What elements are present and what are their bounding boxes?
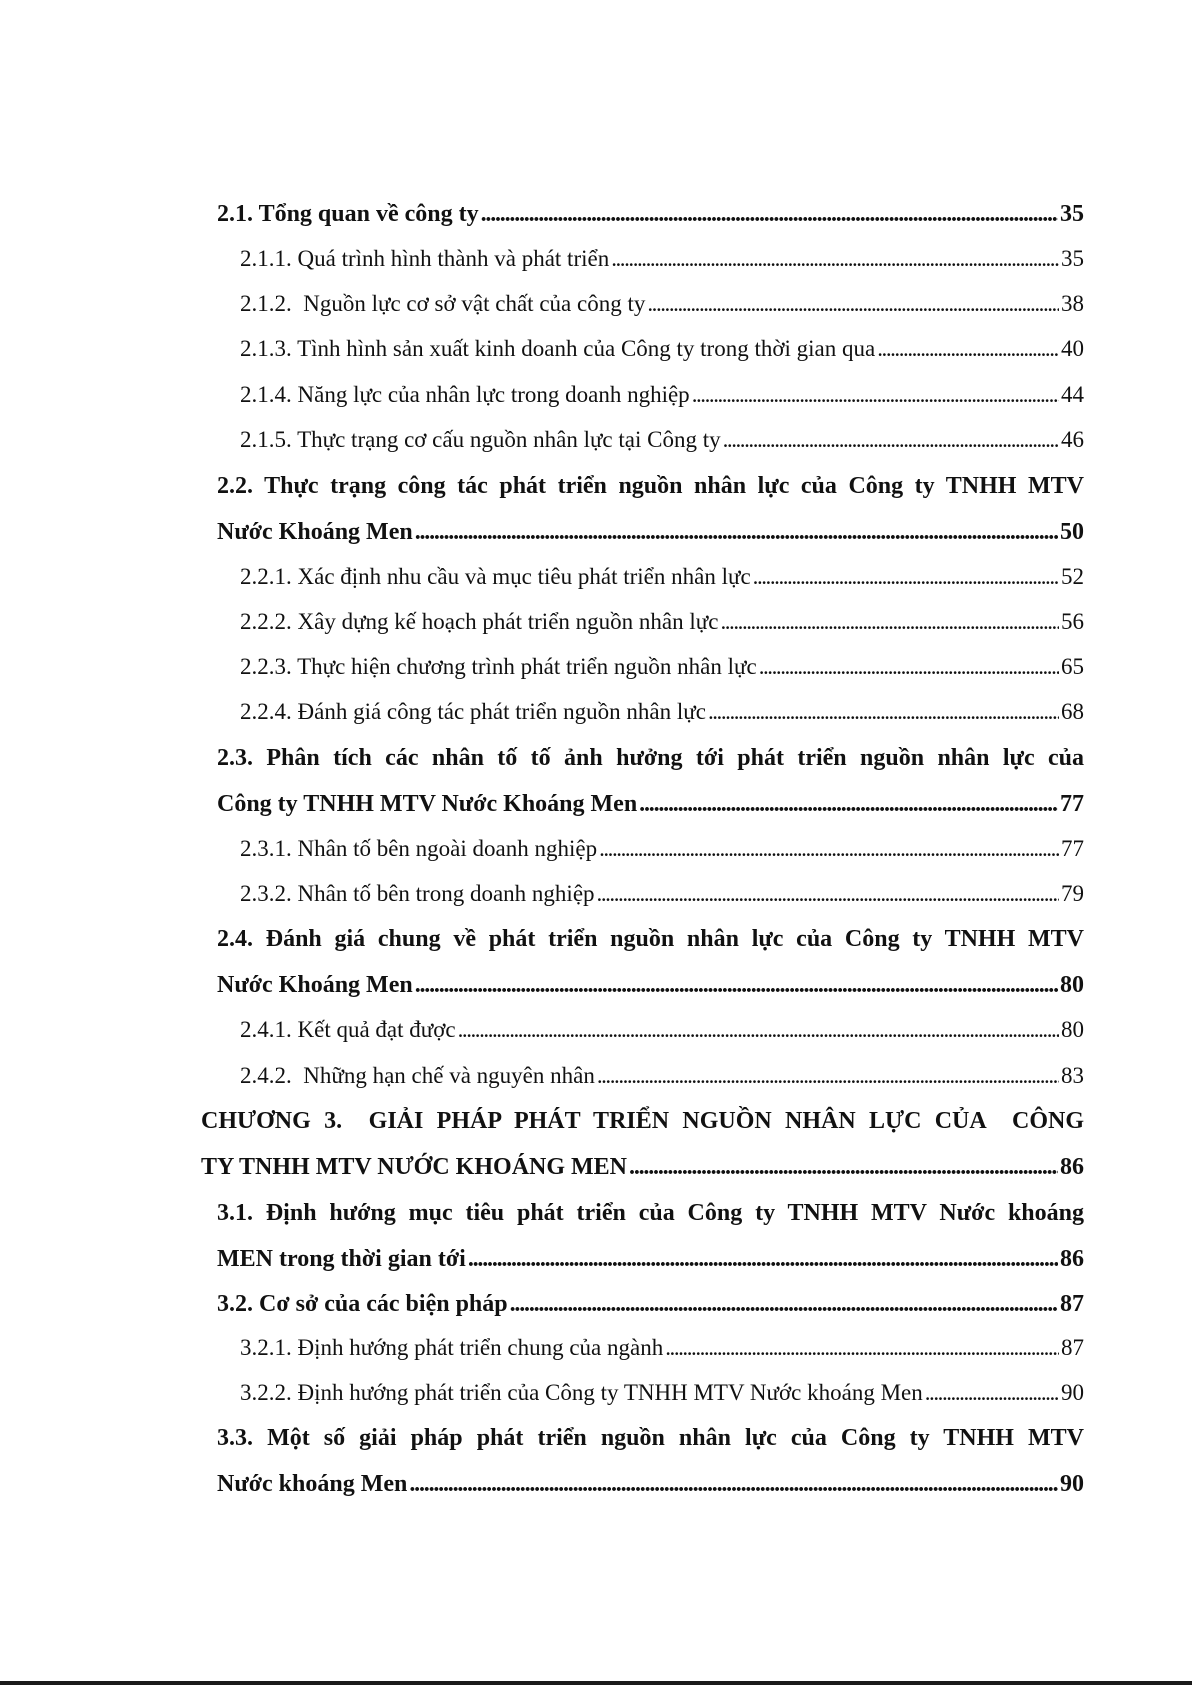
page-bottom-edge: [0, 1681, 1192, 1685]
toc-entry-heading: 2.2. Thực trạng công tác phát triển nguồn nhân lực của Công ty TNHH MTV: [217, 473, 1084, 499]
toc-entry-label: 2.1.4. Năng lực của nhân lực trong doanh nghiệp: [240, 382, 690, 407]
dot-leader: [458, 1018, 1059, 1041]
dot-leader: [599, 837, 1059, 860]
toc-entry-label: 2.2.2. Xây dựng kế hoạch phát triển nguồn nhân lực: [240, 609, 719, 634]
toc-entry-3-2-1[interactable]: [240, 1336, 1084, 1359]
dot-leader: [708, 700, 1059, 723]
toc-page-number: 80: [1061, 1017, 1084, 1042]
dot-leader: [611, 247, 1059, 270]
toc-entry-2-4-1[interactable]: [240, 1018, 1084, 1041]
toc-page-number: 87: [1061, 1335, 1084, 1360]
toc-page-number: 56: [1061, 609, 1084, 634]
toc-entry-2-1-2[interactable]: [240, 292, 1084, 315]
toc-page-number: 77: [1060, 791, 1084, 817]
dot-leader: [759, 655, 1059, 678]
toc-entry-2-2[interactable]: [217, 520, 1084, 544]
toc-page-number: 83: [1061, 1063, 1084, 1088]
toc-page-number: 86: [1060, 1246, 1084, 1272]
toc-entry-heading: 2.4. Đánh giá chung về phát triển nguồn nhân lực của Công ty TNHH MTV: [217, 926, 1084, 952]
toc-entry-2-4-line1[interactable]: [217, 927, 1084, 951]
dot-leader: [720, 610, 1059, 633]
toc-entry-2-1-1[interactable]: [240, 247, 1084, 270]
toc-page-number: 52: [1061, 564, 1084, 589]
toc-page-number: 35: [1061, 246, 1084, 271]
toc-entry-label: 2.1.5. Thực trạng cơ cấu nguồn nhân lực tại Công ty: [240, 427, 721, 452]
toc-entry-2-2-1[interactable]: [240, 565, 1084, 588]
toc-chapter-heading: CHƯƠNG 3. GIẢI PHÁP PHÁT TRIỂN NGUỒN NHÂN LỰC CỦA CÔNG: [201, 1108, 1084, 1134]
toc-entry-3-1[interactable]: [217, 1247, 1084, 1271]
toc-entry-label: 2.2.3. Thực hiện chương trình phát triển nguồn nhân lực: [240, 654, 757, 679]
toc-entry-label: 2.4.2. Những hạn chế và nguyên nhân: [240, 1063, 595, 1088]
dot-leader: [723, 428, 1059, 451]
toc-entry-label: 2.1. Tổng quan về công ty: [217, 201, 479, 227]
toc-entry-label: 3.2. Cơ sở của các biện pháp: [217, 1291, 508, 1317]
dot-leader: [665, 1336, 1059, 1359]
toc-page-number: 38: [1061, 291, 1084, 316]
dot-leader: [925, 1381, 1059, 1404]
toc-entry-label: Nước khoáng Men: [217, 1471, 408, 1497]
toc-entry-2-4[interactable]: [217, 973, 1084, 997]
toc-page-number: 86: [1060, 1154, 1084, 1180]
toc-entry-3-1-line1[interactable]: [217, 1201, 1084, 1225]
toc-chapter-3[interactable]: [201, 1155, 1084, 1179]
toc-entry-heading: 3.1. Định hướng mục tiêu phát triển của Công ty TNHH MTV Nước khoáng: [217, 1200, 1084, 1226]
toc-entry-label: 2.1.2. Nguồn lực cơ sở vật chất của công ty: [240, 291, 646, 316]
toc-entry-2-2-3[interactable]: [240, 655, 1084, 678]
toc-entry-2-3-2[interactable]: [240, 882, 1084, 905]
toc-entry-2-3-line1[interactable]: [217, 746, 1084, 770]
toc-entry-label: Nước Khoáng Men: [217, 972, 413, 998]
toc-entry-3-2-2[interactable]: [240, 1381, 1084, 1404]
toc-entry-label: Công ty TNHH MTV Nước Khoáng Men: [217, 791, 638, 817]
dot-leader: [510, 1292, 1058, 1316]
toc-page-number: 44: [1061, 382, 1084, 407]
toc-page-number: 50: [1060, 519, 1084, 545]
toc-entry-label: 2.2.4. Đánh giá công tác phát triển nguồn nhân lực: [240, 699, 706, 724]
dot-leader: [409, 1472, 1058, 1496]
toc-page-number: 90: [1061, 1380, 1084, 1405]
toc-page-number: 46: [1061, 427, 1084, 452]
toc-entry-2-3-1[interactable]: [240, 837, 1084, 860]
toc-page-number: 65: [1061, 654, 1084, 679]
toc-entry-label: 2.1.3. Tình hình sản xuất kinh doanh của Công ty trong thời gian qua: [240, 336, 876, 361]
toc-entry-2-2-4[interactable]: [240, 700, 1084, 723]
dot-leader: [753, 565, 1059, 588]
toc-page-number: 90: [1060, 1471, 1084, 1497]
dot-leader: [597, 882, 1059, 905]
dot-leader: [415, 973, 1058, 997]
dot-leader: [692, 383, 1059, 406]
toc-entry-3-2[interactable]: [217, 1292, 1084, 1316]
toc-entry-heading: 3.3. Một số giải pháp phát triển nguồn nhân lực của Công ty TNHH MTV: [217, 1425, 1084, 1451]
toc-entry-2-3[interactable]: [217, 792, 1084, 816]
toc-entry-label: TY TNHH MTV NƯỚC KHOÁNG MEN: [201, 1154, 628, 1180]
toc-entry-2-1-4[interactable]: [240, 383, 1084, 406]
toc-entry-2-2-2[interactable]: [240, 610, 1084, 633]
toc-page-number: 77: [1061, 836, 1084, 861]
toc-entry-label: MEN trong thời gian tới: [217, 1246, 466, 1272]
toc-page-number: 79: [1061, 881, 1084, 906]
dot-leader: [647, 292, 1059, 315]
toc-entry-label: 2.3.1. Nhân tố bên ngoài doanh nghiệp: [240, 836, 598, 861]
toc-page-number: 68: [1061, 699, 1084, 724]
dot-leader: [629, 1155, 1058, 1179]
toc-entry-3-3[interactable]: [217, 1472, 1084, 1496]
toc-entry-2-1-5[interactable]: [240, 428, 1084, 451]
toc-page-number: 40: [1061, 336, 1084, 361]
toc-entry-2-1[interactable]: [217, 202, 1084, 226]
dot-leader: [597, 1064, 1059, 1087]
toc-entry-2-4-2[interactable]: [240, 1064, 1084, 1087]
dot-leader: [877, 337, 1059, 360]
toc-page-number: 35: [1060, 201, 1084, 227]
dot-leader: [481, 202, 1058, 226]
toc-entry-label: 2.2.1. Xác định nhu cầu và mục tiêu phát triển nhân lực: [240, 564, 751, 589]
toc-entry-label: 2.1.1. Quá trình hình thành và phát triển: [240, 246, 610, 271]
toc-page-number: 80: [1060, 972, 1084, 998]
toc-entry-2-2-line1[interactable]: [217, 474, 1084, 498]
toc-entry-label: 2.3.2. Nhân tố bên trong doanh nghiệp: [240, 881, 595, 906]
dot-leader: [639, 792, 1058, 816]
toc-entry-label: 2.4.1. Kết quả đạt được: [240, 1017, 456, 1042]
toc-entry-3-3-line1[interactable]: [217, 1426, 1084, 1450]
toc-entry-label: 3.2.1. Định hướng phát triển chung của ngành: [240, 1335, 664, 1360]
toc-entry-heading: 2.3. Phân tích các nhân tố tố ảnh hưởng tới phát triển nguồn nhân lực của: [217, 745, 1084, 771]
dot-leader: [468, 1247, 1058, 1271]
toc-entry-2-1-3[interactable]: [240, 337, 1084, 360]
toc-entry-label: Nước Khoáng Men: [217, 519, 413, 545]
dot-leader: [415, 520, 1058, 544]
toc-entry-label: 3.2.2. Định hướng phát triển của Công ty TNHH MTV Nước khoáng Men: [240, 1380, 923, 1405]
toc-page-number: 87: [1060, 1291, 1084, 1317]
toc-chapter-3-line1[interactable]: [201, 1109, 1084, 1133]
